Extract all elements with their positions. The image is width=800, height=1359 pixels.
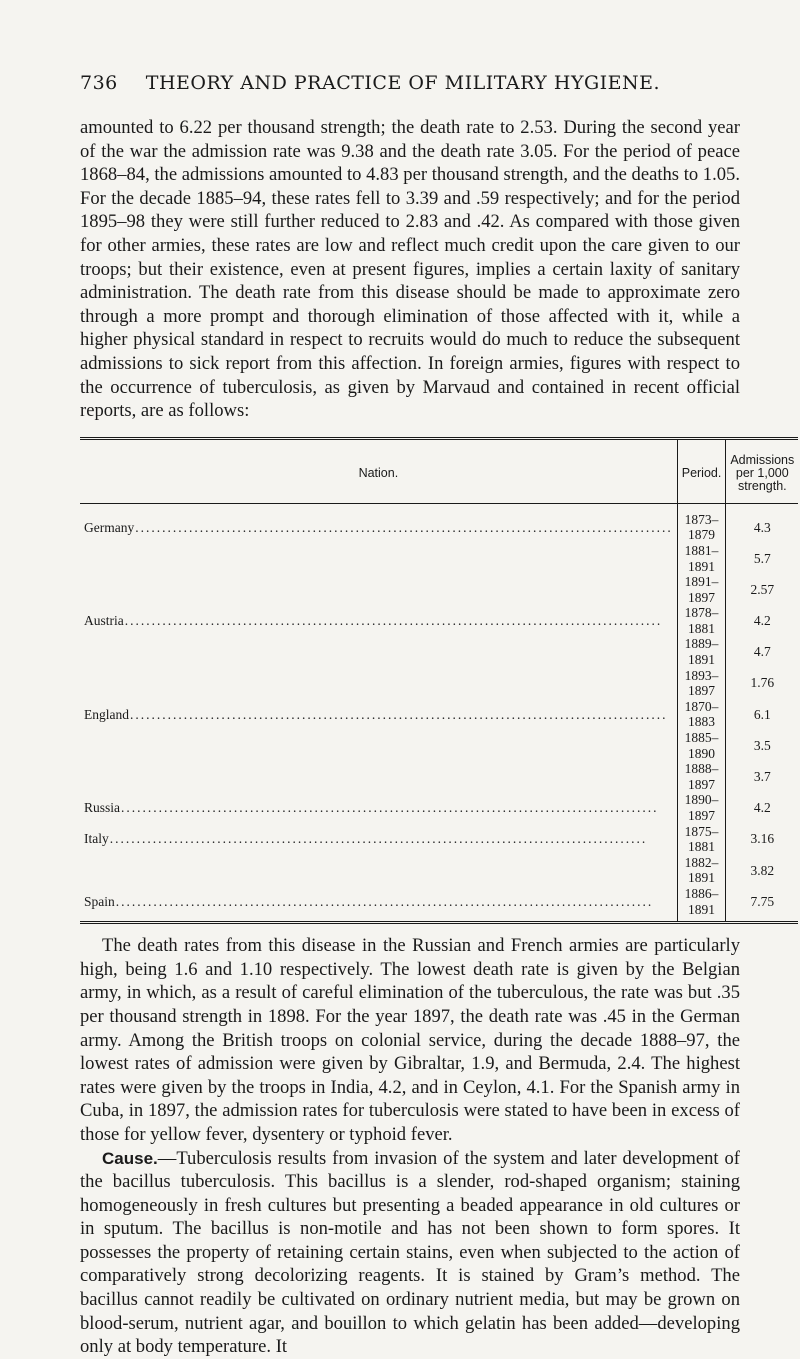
period-cell: 1891–1897 [677, 574, 726, 605]
dot-leader [125, 613, 673, 629]
period-cell: 1873–1879 [677, 503, 726, 543]
period-cell: 1881–1891 [677, 543, 726, 574]
admissions-table [80, 437, 798, 924]
nation-cell [80, 503, 677, 543]
admissions-cell: 6.1 [753, 706, 771, 722]
period-cell: 1890–1897 [677, 792, 726, 823]
admissions-cell: 5.7 [753, 550, 771, 566]
nation-name: Russia [84, 800, 121, 816]
admissions-cell: 2.57 [750, 581, 775, 597]
period-cell: 1882–1891 [677, 855, 726, 886]
table-row [80, 668, 798, 699]
header-period: Period. [677, 438, 726, 503]
paragraph-death-rates: The death rates from this disease in the Russian and French armies are particularly high, being 1.6 and 1.10 respectively. The lowest death rate is given by the Belgian army, in which, as a result of careful elimination of the tuberculous, the rate was but .35 per thousand strength in 1898. For the year 1897, the death rate was .45 in the German army. Among the British troops on colonial service, during the decade 1888–97, the lowest rates of admission were given by Gibraltar, 1.9, and Bermuda, 2.4. The highest rates were given by the troops in India, 4.2, and in Ceylon, 4.1. For the Spanish army in Cuba, in 1897, the admission rates for tuberculosis were stated to have been in excess of those for yellow fever, dysentery or typhoid fever. [80, 935, 740, 1145]
admissions-cell: 1.76 [750, 675, 775, 691]
header-admissions [726, 438, 798, 503]
nation-name: Germany [84, 519, 135, 535]
admissions-cell: 3.82 [750, 862, 775, 878]
table-row [80, 855, 798, 886]
period-cell: 1885–1890 [677, 730, 726, 761]
table-row [80, 636, 798, 667]
running-header [80, 72, 740, 94]
table-row [80, 543, 798, 574]
admissions-cell: 4.3 [753, 519, 771, 535]
table-row [80, 886, 798, 923]
dot-leader [121, 800, 673, 816]
table-row [80, 503, 798, 543]
nation-cell [80, 730, 677, 761]
nation-name: Italy [84, 831, 109, 847]
nation-cell [80, 761, 677, 792]
table-header-row [80, 438, 798, 503]
header-admissions-line1: Admissions [730, 452, 795, 467]
paragraph-continued: amounted to 6.22 per thousand strength; the death rate to 2.53. During the second year of the war the admission rate was 9.38 and the death rate 3.05. For the period of peace 1868–84, the admissions amounted to 4.83 per thousand strength, and the deaths to 1.05. For the decade 1885–94, these rates fell to 3.39 and .59 respectively; and for the period 1895–98 they were still further reduced to 2.83 and .42. As compared with those given for other armies, these rates are low and reflect much credit upon the care given to our troops; but their existence, even at present figures, implies a certain laxity of sanitary administration. The death rate from this disease should be made to approximate zero through a more prompt and thorough elimination of those affected with it, while a higher physical standard in respect to recruits would do much to reduce the subsequent admissions to sick report from this affection. In foreign armies, figures with respect to the occurrence of tuberculosis, as given by Marvaud and contained in recent official reports, are as follows: [80, 117, 740, 422]
nation-cell [80, 543, 677, 574]
table-row [80, 574, 798, 605]
period-cell: 1888–1897 [677, 761, 726, 792]
admissions-cell: 4.2 [753, 800, 771, 816]
nation-cell [80, 886, 677, 923]
book-page [80, 72, 795, 1359]
period-cell: 1889–1891 [677, 636, 726, 667]
period-cell: 1870–1883 [677, 699, 726, 730]
period-cell: 1886–1891 [677, 886, 726, 923]
nation-cell [80, 699, 677, 730]
nation-cell [80, 605, 677, 636]
admissions-cell: 3.7 [753, 769, 771, 785]
nation-name: Austria [84, 613, 124, 629]
admissions-cell: 4.7 [753, 644, 771, 660]
table-row [80, 605, 798, 636]
table-body [80, 503, 798, 922]
period-cell: 1878–1881 [677, 605, 726, 636]
nation-cell [80, 668, 677, 699]
nation-cell [80, 855, 677, 886]
header-nation: Nation. [80, 438, 677, 503]
nation-name: England [84, 706, 129, 722]
nation-cell [80, 574, 677, 605]
admissions-cell: 3.5 [753, 737, 771, 753]
table-row [80, 730, 798, 761]
dot-leader [110, 831, 673, 847]
period-cell: 1893–1897 [677, 668, 726, 699]
period-cell: 1875–1881 [677, 824, 726, 855]
table-row [80, 761, 798, 792]
admissions-cell: 7.75 [726, 886, 798, 923]
header-admissions-line2: per 1,000 strength. [735, 465, 789, 493]
paragraph-cause-text: —Tuberculosis results from invasion of the system and later development of the bacillus tuberculosis. This bacillus is a slender, rod-shaped organism; staining homogeneously in fresh cultures but presenting a beaded appearance in old cultures or in sputum. The bacillus is non-motile and has not been shown to form spores. It possesses the property of retaining certain stains, even when subjected to the action of comparatively strong decolorizing reagents. It is stained by Gram’s method. The bacillus cannot readily be cultivated on ordinary nutrient media, but may be grown on blood-serum, nutrient agar, and bouillon to which gelatin has been added—developing only at body temperature. It [80, 1147, 740, 1358]
table-row [80, 824, 798, 855]
nation-name: Spain [84, 893, 115, 909]
admissions-cell: 3.16 [750, 831, 775, 847]
paragraph-cause [80, 1147, 740, 1359]
table-row [80, 699, 798, 730]
section-heading-cause: Cause. [102, 1148, 158, 1168]
table-row [80, 792, 798, 823]
dot-leader [130, 707, 673, 723]
page-number: 736 [80, 72, 118, 94]
nation-cell [80, 824, 677, 855]
admissions-cell: 4.2 [753, 613, 771, 629]
running-title: THEORY AND PRACTICE OF MILITARY HYGIENE. [145, 72, 661, 94]
nation-cell [80, 636, 677, 667]
dot-leader [135, 520, 673, 536]
nation-cell [80, 792, 677, 823]
dot-leader [116, 894, 673, 910]
